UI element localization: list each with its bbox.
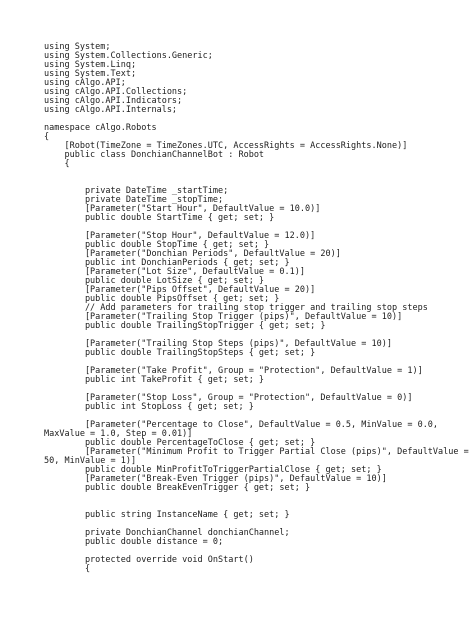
code-line: public string InstanceName { get; set; }: [44, 510, 290, 520]
code-line: [Parameter("Minimum Profit to Trigger Partial Close (pips)", DefaultValue =: [44, 447, 469, 457]
code-line: private DateTime _startTime;: [44, 186, 229, 196]
code-line: private DateTime _stopTime;: [44, 195, 224, 205]
code-line: using cAlgo.API;: [44, 78, 126, 88]
blank-line: [44, 493, 464, 502]
code-line: using System.Linq;: [44, 60, 137, 70]
code-line: private DonchianChannel donchianChannel;: [44, 528, 290, 538]
code-line: 50, MinValue = 1)]: [44, 456, 137, 466]
code-line: public double TrailingStopSteps { get; set; }: [44, 348, 316, 358]
code-line: {: [44, 132, 50, 142]
code-line: [Parameter("Stop Loss", Group = "Protection", DefaultValue = 0)]: [44, 393, 413, 403]
code-line: public double PercentageToClose { get; set; }: [44, 438, 316, 448]
code-line: using cAlgo.API.Indicators;: [44, 96, 183, 106]
code-line: [Parameter("Percentage to Close", DefaultValue = 0.5, MinValue = 0.0,: [44, 420, 439, 430]
code-line: using System;: [44, 42, 111, 52]
blank-line: [44, 169, 464, 178]
code-line: MaxValue = 1.0, Step = 0.01)]: [44, 429, 193, 439]
code-line: public double distance = 0;: [44, 537, 224, 547]
code-line: [Parameter("Start Hour", DefaultValue = 10.0)]: [44, 204, 321, 214]
code-line: public double PipsOffset { get; set; }: [44, 294, 280, 304]
code-line: [Parameter("Stop Hour", DefaultValue = 12.0)]: [44, 231, 316, 241]
code-line: public double TrailingStopTrigger { get; set; }: [44, 321, 326, 331]
code-line: [Parameter("Break-Even Trigger (pips)", DefaultValue = 10)]: [44, 474, 387, 484]
code-line: public double BreakEvenTrigger { get; set; }: [44, 483, 311, 493]
code-line: [Robot(TimeZone = TimeZones.UTC, AccessRights = AccessRights.None)]: [44, 141, 408, 151]
code-line: [Parameter("Donchian Periods", DefaultValue = 20)]: [44, 249, 341, 259]
code-line: public double StartTime { get; set; }: [44, 213, 275, 223]
code-line: public int StopLoss { get; set; }: [44, 402, 254, 412]
code-listing: [44, 42, 469, 574]
code-line: {: [44, 564, 91, 574]
code-line: protected override void OnStart(): [44, 555, 254, 565]
code-line: public double LotSize { get; set; }: [44, 276, 265, 286]
code-line: public class DonchianChannelBot : Robot: [44, 150, 265, 160]
code-line: public int TakeProfit { get; set; }: [44, 375, 265, 385]
code-line: public double StopTime { get; set; }: [44, 240, 270, 250]
code-line: [Parameter("Pips Offset", DefaultValue = 20)]: [44, 285, 316, 295]
code-line: using cAlgo.API.Collections;: [44, 87, 188, 97]
code-line: [Parameter("Lot Size", DefaultValue = 0.1)]: [44, 267, 305, 277]
code-line: // Add parameters for trailing stop trigger and trailing stop steps: [44, 303, 428, 313]
code-line: public double MinProfitToTriggerPartialClose { get; set; }: [44, 465, 382, 475]
code-line: public int DonchianPeriods { get; set; }: [44, 258, 290, 268]
code-line: {: [44, 159, 70, 169]
code-line: [Parameter("Trailing Stop Trigger (pips)", DefaultValue = 10)]: [44, 312, 403, 322]
code-line: [Parameter("Take Profit", Group = "Protection", DefaultValue = 1)]: [44, 366, 423, 376]
code-line: using System.Collections.Generic;: [44, 51, 213, 61]
code-line: namespace cAlgo.Robots: [44, 123, 157, 133]
code-line: [Parameter("Trailing Stop Steps (pips)", DefaultValue = 10)]: [44, 339, 392, 349]
code-line: using cAlgo.API.Internals;: [44, 105, 178, 115]
code-line: using System.Text;: [44, 69, 137, 79]
